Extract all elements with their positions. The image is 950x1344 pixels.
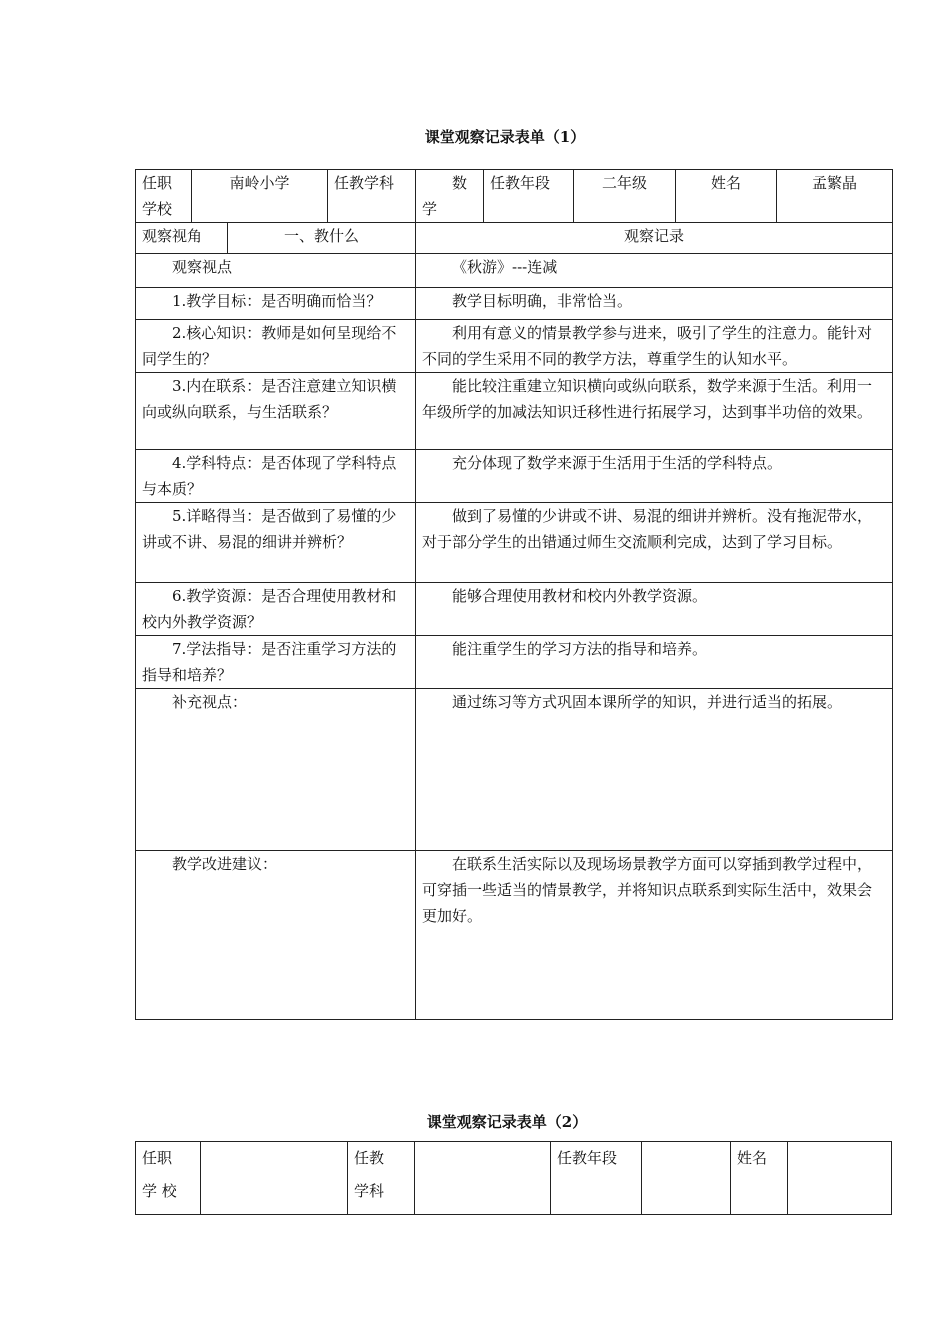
viewpoint-question: 7.学法指导：是否注重学习方法的指导和培养？ — [136, 636, 416, 689]
subject-label: 任教 学科 — [348, 1142, 415, 1215]
name-label: 姓名 — [731, 1142, 788, 1215]
viewpoint-answer: 利用有意义的情景教学参与进来，吸引了学生的注意力。能针对不同的学生采用不同的教学方法，尊重学生的认知水平。 — [416, 320, 893, 373]
school-label: 任职 学 校 — [136, 1142, 201, 1215]
form1-title: 课堂观察记录表单（1） — [424, 128, 586, 146]
grade-value — [642, 1142, 731, 1215]
angle-label: 观察视角 — [136, 223, 228, 254]
grade-label: 任教年段 — [484, 170, 574, 223]
grade-value: 二年级 — [574, 170, 676, 223]
viewpoint-answer: 充分体现了数学来源于生活用于生活的学科特点。 — [416, 450, 893, 503]
subject-label: 任教学科 — [328, 170, 416, 223]
viewpoint-question: 2.核心知识：教师是如何呈现给不同学生的？ — [136, 320, 416, 373]
grade-label: 任教年段 — [551, 1142, 642, 1215]
viewpoint-answer: 做到了易懂的少讲或不讲、易混的细讲并辨析。没有拖泥带水，对于部分学生的出错通过师生交流顺利完成，达到了学习目标。 — [416, 503, 893, 583]
viewpoint-answer: 能够合理使用教材和校内外教学资源。 — [416, 583, 893, 636]
observation-table-2 — [135, 1141, 892, 1215]
viewpoint-answer: 能注重学生的学习方法的指导和培养。 — [416, 636, 893, 689]
lesson-title: 《秋游》---连减 — [416, 254, 893, 288]
suggestion-text: 在联系生活实际以及现场场景教学方面可以穿插到教学过程中，可穿插一些适当的情景教学，并将知识点联系到实际生活中，效果会更加好。 — [416, 851, 893, 1020]
viewpoint-answer: 教学目标明确，非常恰当。 — [416, 288, 893, 320]
school-label: 任职学校 — [136, 170, 192, 223]
subject-value — [415, 1142, 551, 1215]
viewpoint-question: 3.内在联系：是否注意建立知识横向或纵向联系，与生活联系？ — [136, 373, 416, 450]
points-header: 观察视点 — [136, 254, 416, 288]
viewpoint-question: 4.学科特点：是否体现了学科特点与本质？ — [136, 450, 416, 503]
viewpoint-question: 6.教学资源：是否合理使用教材和校内外教学资源？ — [136, 583, 416, 636]
form2-title: 课堂观察记录表单（2） — [426, 1113, 588, 1131]
angle-value: 一、教什么 — [228, 223, 416, 254]
supplement-text: 通过练习等方式巩固本课所学的知识，并进行适当的拓展。 — [416, 689, 893, 851]
name-value — [788, 1142, 892, 1215]
name-value: 孟繁晶 — [777, 170, 893, 223]
name-label: 姓名 — [676, 170, 777, 223]
supplement-label: 补充视点： — [136, 689, 416, 851]
record-label: 观察记录 — [416, 223, 893, 254]
viewpoint-question: 5.详略得当：是否做到了易懂的少讲或不讲、易混的细讲并辨析？ — [136, 503, 416, 583]
observation-table-1 — [135, 169, 893, 1020]
school-value: 南岭小学 — [192, 170, 328, 223]
viewpoint-question: 1.教学目标：是否明确而恰当？ — [136, 288, 416, 320]
suggestion-label: 教学改进建议： — [136, 851, 416, 1020]
school-value — [201, 1142, 348, 1215]
subject-value: 数学 — [416, 170, 484, 223]
viewpoint-answer: 能比较注重建立知识横向或纵向联系，数学来源于生活。利用一年级所学的加减法知识迁移性进行拓展学习，达到事半功倍的效果。 — [416, 373, 893, 450]
